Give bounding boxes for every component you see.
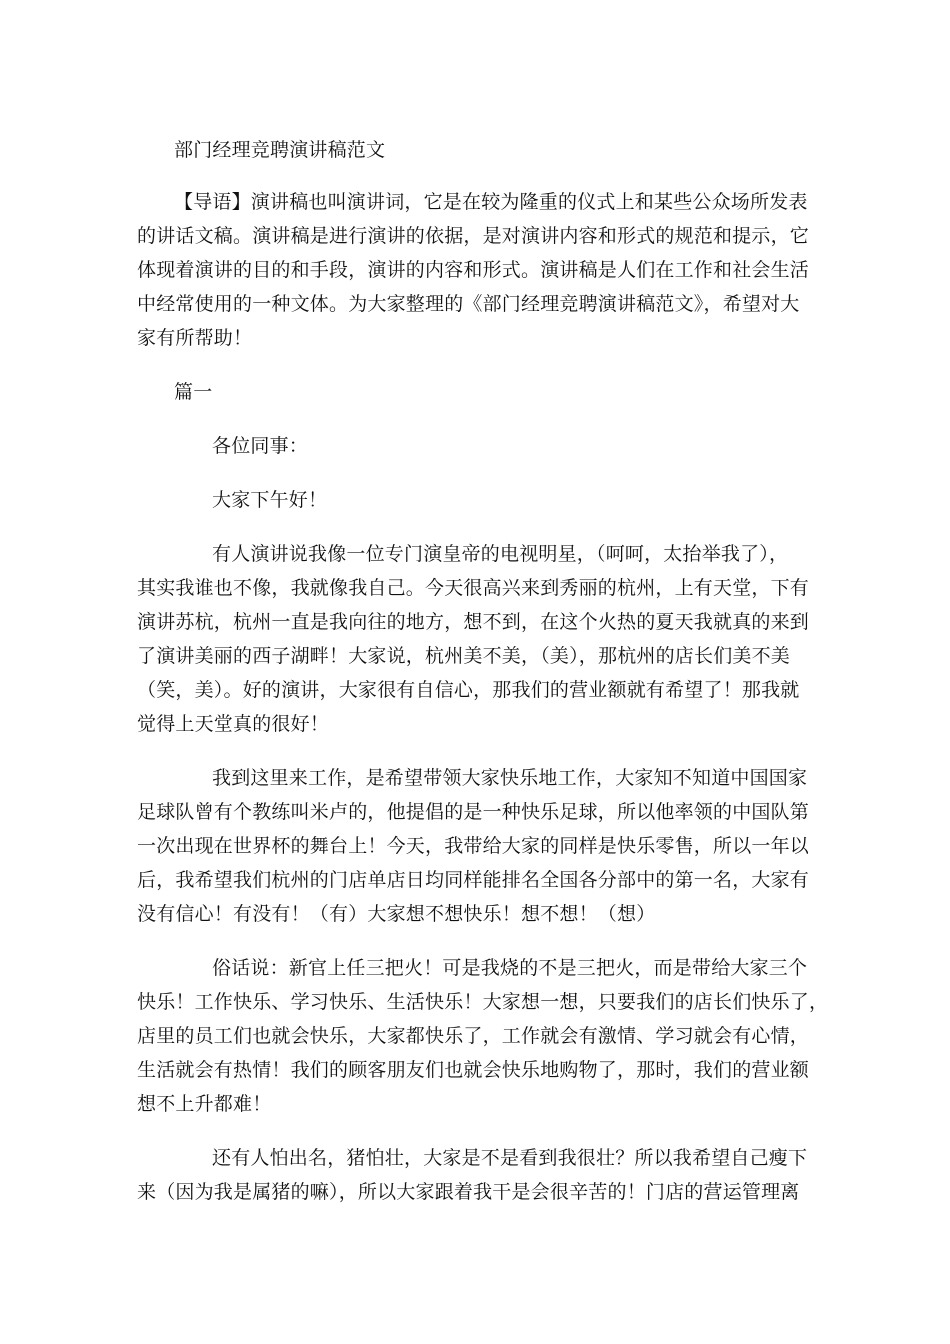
paragraph-line: 俗话说：新官上任三把火！可是我烧的不是三把火，而是带给大家三个 [212, 957, 808, 979]
paragraph-line: 其实我谁也不像，我就像我自己。今天很高兴来到秀丽的杭州，上有天堂，下有 [137, 577, 810, 599]
paragraph-line: 来（因为我是属猪的嘛），所以大家跟着我干是会很辛苦的！门店的营运管理离 [137, 1181, 800, 1203]
paragraph-line: 足球队曾有个教练叫米卢的，他提倡的是一种快乐足球，所以他率领的中国队第 [137, 801, 810, 823]
paragraph-line: 想不上升都难！ [137, 1093, 272, 1115]
paragraph-line: 演讲苏杭，杭州一直是我向往的地方，想不到，在这个火热的夏天我就真的来到 [137, 611, 810, 633]
paragraph-line: 了演讲美丽的西子湖畔！大家说，杭州美不美，（美），那杭州的店长们美不美 [137, 645, 791, 667]
paragraph-line: 生活就会有热情！我们的顾客朋友们也就会快乐地购物了，那时，我们的营业额 [137, 1059, 810, 1081]
intro-line: 【导语】演讲稿也叫演讲词，它是在较为隆重的仪式上和某些公众场所发表 [174, 191, 808, 213]
greeting: 大家下午好！ [212, 489, 328, 511]
paragraph-line: 有人演讲说我像一位专门演皇帝的电视明星，（呵呵，太抬举我了）， [212, 543, 789, 565]
paragraph-line: 觉得上天堂真的很好！ [137, 713, 330, 735]
paragraph-line: 还有人怕出名，猪怕壮，大家是不是看到我很壮？所以我希望自己瘦下 [212, 1147, 808, 1169]
intro-line: 家有所帮助！ [137, 327, 253, 349]
paragraph-line: 没有信心！有没有！（有）大家想不想快乐！想不想！（想） [137, 903, 656, 925]
paragraph-line: 店里的员工们也就会快乐，大家都快乐了，工作就会有激情、学习就会有心情， [137, 1025, 810, 1047]
salutation: 各位同事： [212, 435, 309, 457]
paragraph-line: 快乐！工作快乐、学习快乐、生活快乐！大家想一想，只要我们的店长们快乐了， [137, 991, 829, 1013]
paragraph-line: 后，我希望我们杭州的门店单店日均同样能排名全国各分部中的第一名，大家有 [137, 869, 810, 891]
paragraph-line: 我到这里来工作，是希望带领大家快乐地工作，大家知不知道中国国家 [212, 767, 808, 789]
paragraph-line: 一次出现在世界杯的舞台上！今天，我带给大家的同样是快乐零售，所以一年以 [137, 835, 810, 857]
intro-line: 的讲话文稿。演讲稿是进行演讲的依据，是对演讲内容和形式的规范和提示，它 [137, 225, 810, 247]
intro-line: 中经常使用的一种文体。为大家整理的《部门经理竞聘演讲稿范文》，希望对大 [137, 293, 800, 315]
paragraph-line: （笑，美）。好的演讲，大家很有自信心，那我们的营业额就有希望了！那我就 [137, 679, 800, 701]
section-heading: 篇一 [174, 381, 213, 403]
document-title: 部门经理竞聘演讲稿范文 [174, 139, 386, 161]
intro-line: 体现着演讲的目的和手段，演讲的内容和形式。演讲稿是人们在工作和社会生活 [137, 259, 810, 281]
